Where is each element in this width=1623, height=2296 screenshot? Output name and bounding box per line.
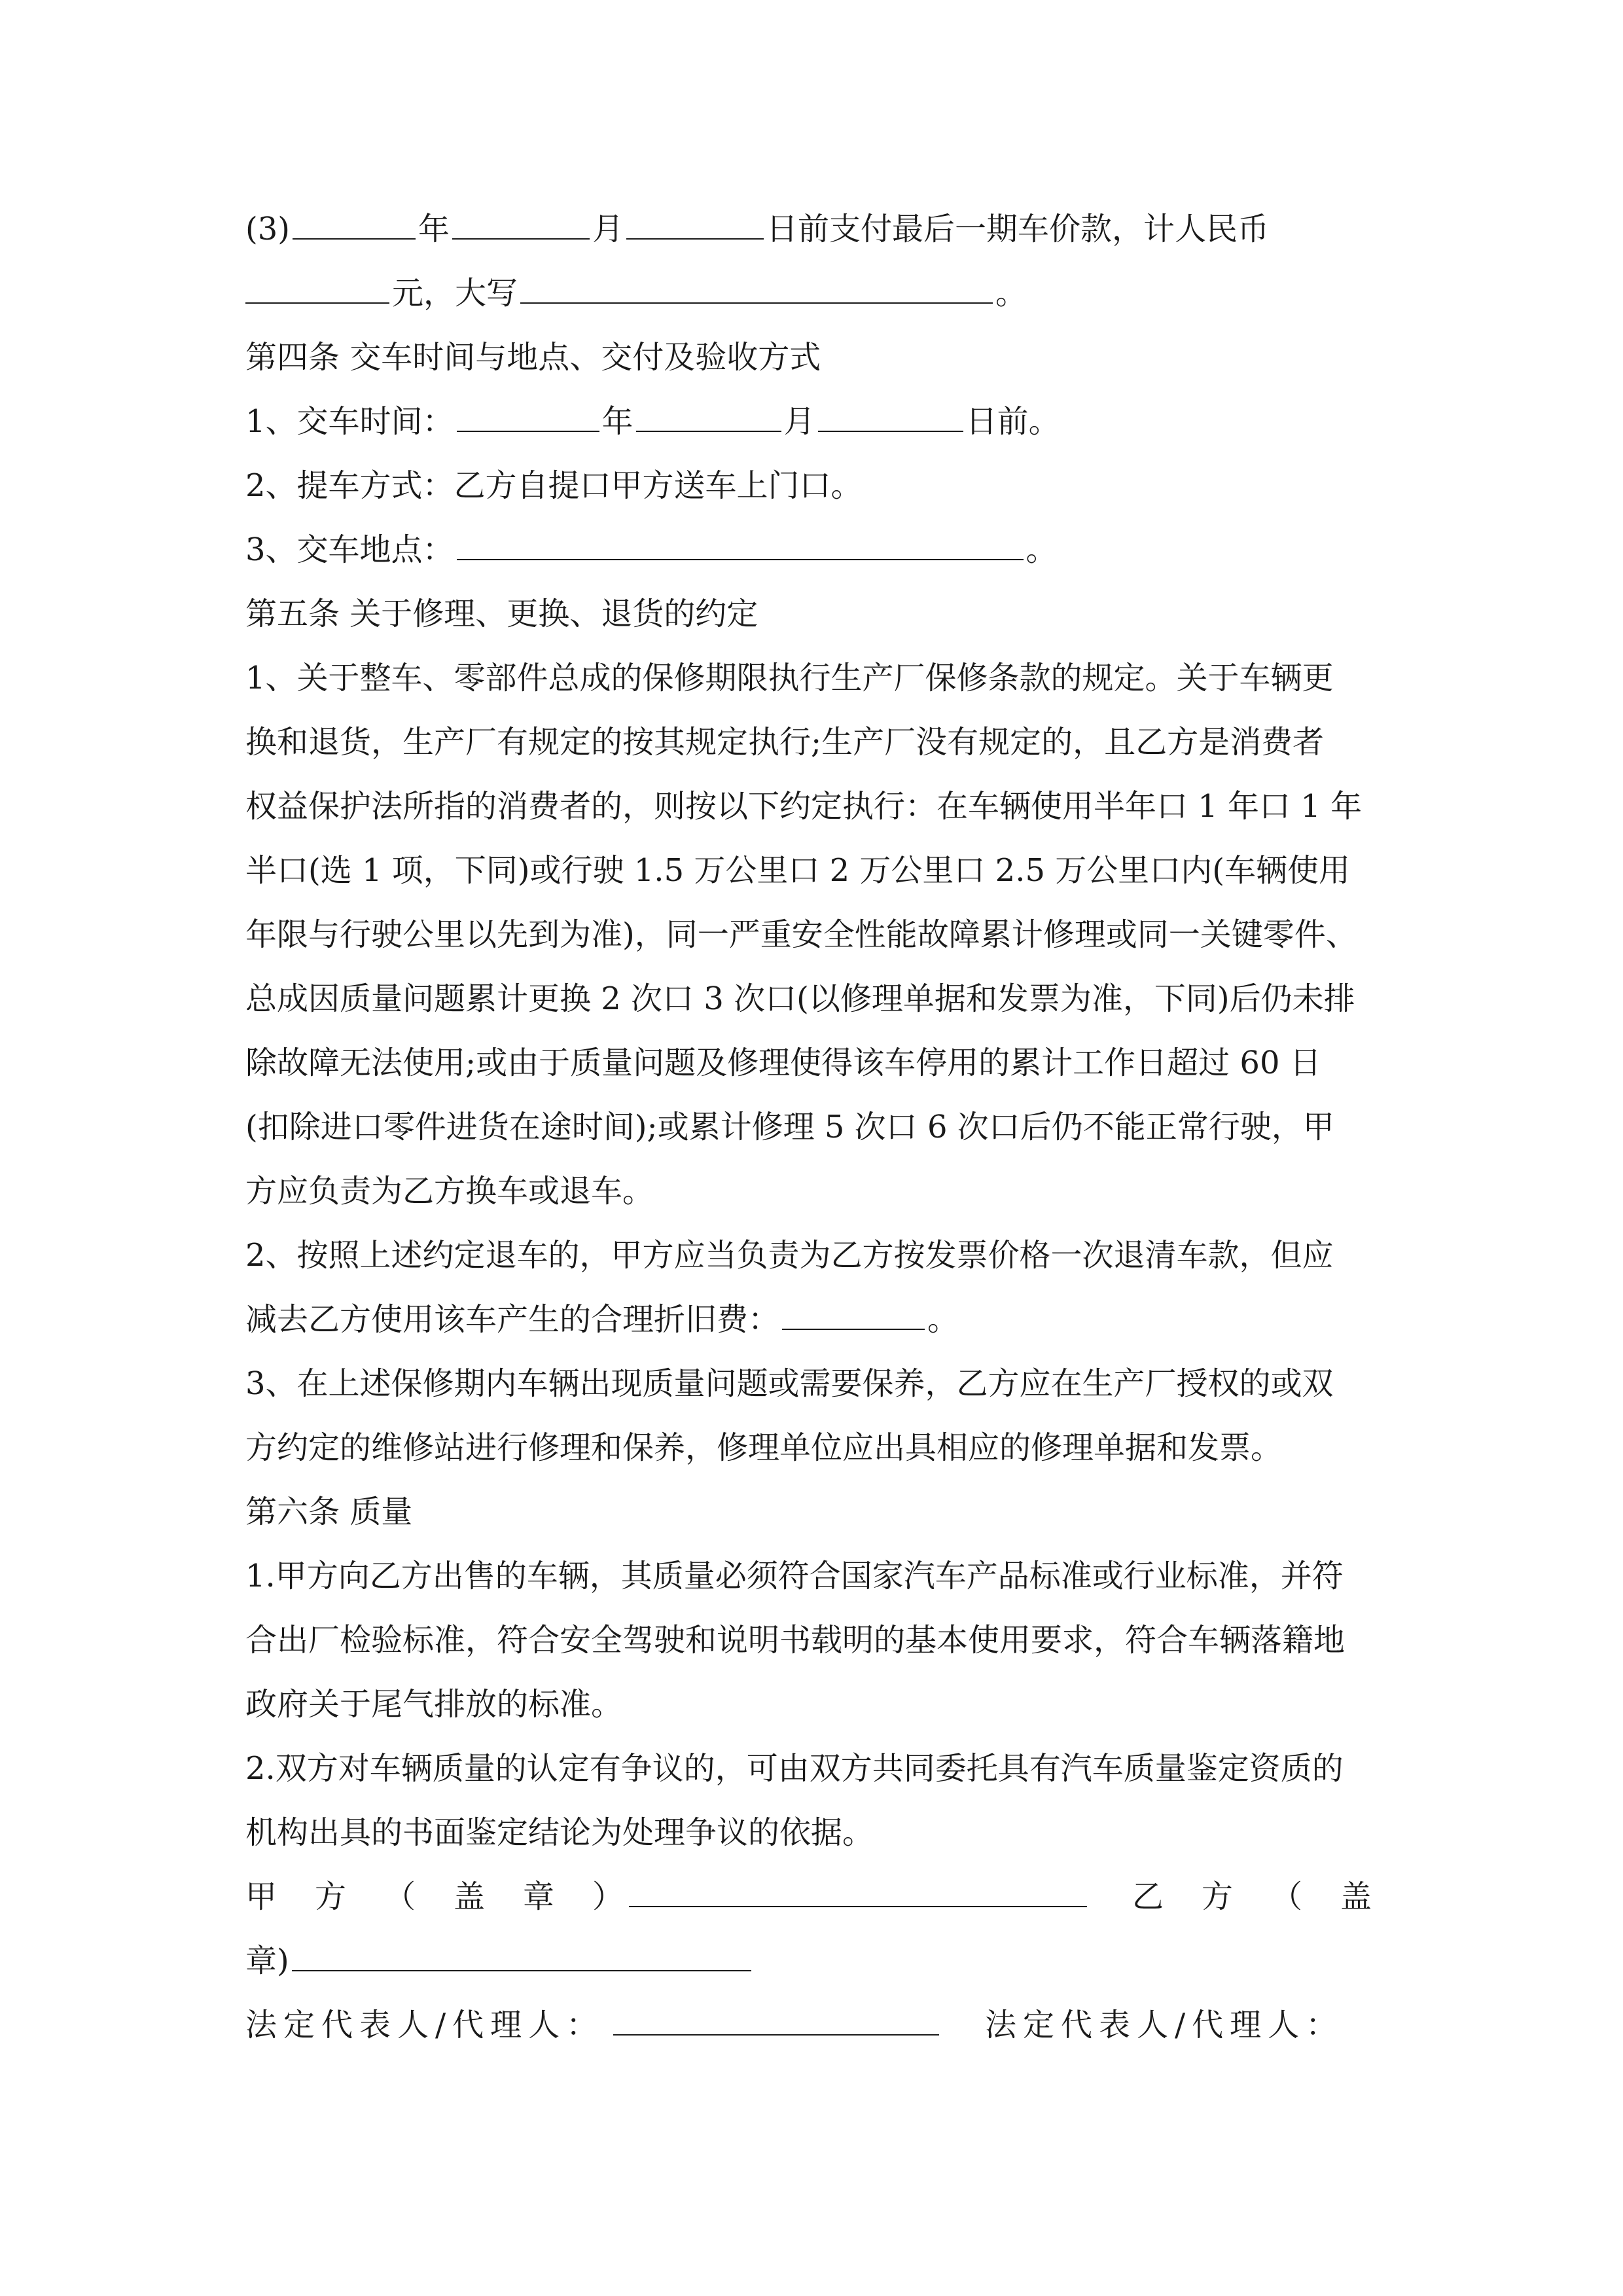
article-5-item-1-line: 1、关于整车、零部件总成的保修期限执行生产厂保修条款的规定。关于车辆更 [245, 660, 1334, 696]
article-6-item-1-line: 合出厂检验标准，符合安全驾驶和说明书载明的基本使用要求，符合车辆落籍地 [245, 1622, 1346, 1659]
article-6-item-2-line: 机构出具的书面鉴定结论为处理争议的依据。 [245, 1814, 874, 1851]
depreciation-blank[interactable] [782, 1302, 925, 1330]
party-b-seal-blank[interactable] [292, 1944, 751, 1971]
article-5-item-1-line: 年限与行驶公里以先到为准)，同一严重安全性能故障累计修理或同一关键零件、 [245, 916, 1357, 953]
delivery-place-label: 3、交车地点： [245, 531, 454, 568]
month-blank[interactable] [452, 212, 590, 240]
payment-line-2 [245, 270, 1378, 317]
article-4-item-1 [245, 398, 1378, 445]
payment-year-label: 年 [418, 211, 450, 247]
party-a-seal-label: 甲方（盖章） [245, 1878, 662, 1915]
article-6-item-1-line: 1.甲方向乙方出售的车辆，其质量必须符合国家汽车产品标准或行业标准，并符 [245, 1558, 1344, 1594]
party-b-seal-label-cont: 章) [245, 1943, 289, 1979]
day-blank[interactable] [626, 212, 764, 240]
rep-b-label: 法定代表人/代理人： [985, 2007, 1344, 2043]
article-5-item-3-line: 方约定的维修站进行修理和保养，修理单位应出具相应的修理单据和发票。 [245, 1429, 1283, 1466]
article-4-item-2: 2、提车方式：乙方自提口甲方送车上门口。 [245, 467, 863, 504]
article-5-item-1-line: 换和退货，生产厂有规定的按其规定执行;生产厂没有规定的，且乙方是消费者 [245, 724, 1325, 761]
rep-a-label: 法定代表人/代理人： [245, 2007, 605, 2043]
article-4-title: 第四条 交车时间与地点、交付及验收方式 [245, 339, 821, 376]
year-blank[interactable] [293, 212, 416, 240]
party-a-seal-blank[interactable] [629, 1880, 1087, 1907]
delivery-month-blank[interactable] [636, 404, 781, 432]
signature-line-2 [245, 1937, 1378, 1984]
depreciation-end: 。 [927, 1301, 959, 1338]
article-5-item-2-line [245, 1296, 1378, 1343]
delivery-year-label: 年 [601, 403, 633, 440]
article-5-item-1-line: 除故障无法使用;或由于质量问题及修理使得该车停用的累计工作日超过 60 日 [245, 1045, 1321, 1081]
article-5-item-1-line: 总成因质量问题累计更换 2 次口 3 次口(以修理单据和发票为准，下同)后仍未排 [245, 980, 1355, 1017]
payment-line-1 [245, 206, 1378, 253]
article-5-item-1-line: 方应负责为乙方换车或退车。 [245, 1173, 654, 1210]
article-5-item-1-line: 权益保护法所指的消费者的，则按以下约定执行：在车辆使用半年口 1 年口 1 年 [245, 788, 1363, 825]
depreciation-label: 减去乙方使用该车产生的合理折旧费： [245, 1301, 780, 1338]
delivery-month-label: 月 [783, 403, 815, 440]
article-6-item-1-line: 政府关于尾气排放的标准。 [245, 1686, 623, 1723]
signature-line-3 [245, 2001, 1378, 2049]
delivery-year-blank[interactable] [457, 404, 599, 432]
payment-suffix: 日前支付最后一期车价款，计人民币 [766, 211, 1270, 247]
payment-month-label: 月 [592, 211, 624, 247]
article-5-item-3-line: 3、在上述保修期内车辆出现质量问题或需要保养，乙方应在生产厂授权的或双 [245, 1365, 1334, 1402]
delivery-time-suffix: 日前。 [965, 403, 1060, 440]
article-6-title: 第六条 质量 [245, 1494, 413, 1530]
delivery-day-blank[interactable] [818, 404, 963, 432]
signature-line-1 [245, 1873, 1410, 1920]
delivery-time-label: 1、交车时间： [245, 403, 454, 440]
article-5-title: 第五条 关于修理、更换、退货的约定 [245, 596, 758, 632]
payment-yuan-label: 元，大写 [392, 275, 518, 312]
delivery-place-blank[interactable] [457, 533, 1024, 560]
article-6-item-2-line: 2.双方对车辆质量的认定有争议的，可由双方共同委托具有汽车质量鉴定资质的 [245, 1750, 1344, 1787]
article-5-item-1-line: (扣除进口零件进货在途时间);或累计修理 5 次口 6 次口后仍不能正常行驶，甲 [245, 1109, 1334, 1145]
article-5-item-1-line: 半口(选 1 项，下同)或行驶 1.5 万公里口 2 万公里口 2.5 万公里口内(车辆使用 [245, 852, 1350, 889]
rep-a-blank[interactable] [613, 2008, 939, 2036]
payment-line-end: 。 [995, 275, 1027, 312]
delivery-place-end: 。 [1026, 531, 1058, 568]
amount-uppercase-blank[interactable] [520, 276, 993, 304]
article-4-item-3 [245, 526, 1378, 573]
amount-blank[interactable] [245, 276, 389, 304]
payment-prefix: (3) [245, 211, 290, 247]
party-b-seal-label: 乙方（盖 [1132, 1878, 1410, 1915]
article-5-item-2-line: 2、按照上述约定退车的，甲方应当负责为乙方按发票价格一次退清车款，但应 [245, 1237, 1334, 1274]
